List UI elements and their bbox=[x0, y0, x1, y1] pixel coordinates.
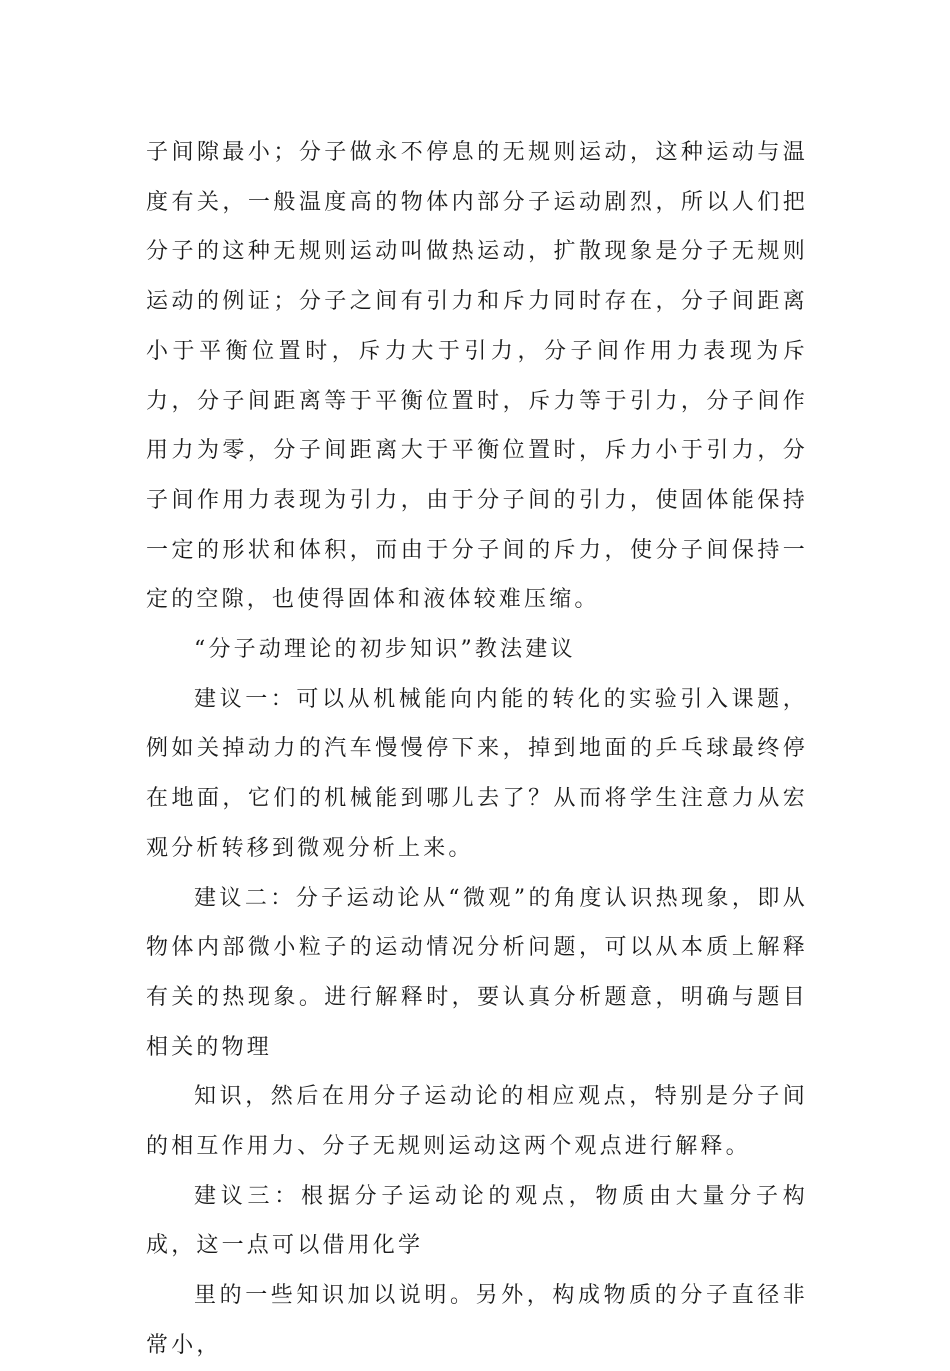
paragraph-suggestion-1: 建议一：可以从机械能向内能的转化的实验引入课题，例如关掉动力的汽车慢慢停下来，掉到地面的乒乓球最终停在地面，它们的机械能到哪儿去了？从而将学生注意力从宏观分析转移到微观分析上来。 bbox=[146, 686, 808, 861]
paragraph-suggestion-3-continued: 里的一些知识加以说明。另外，构成物质的分子直径非常小， bbox=[146, 1283, 808, 1358]
paragraph-suggestion-3: 建议三：根据分子运动论的观点，物质由大量分子构成，这一点可以借用化学 bbox=[146, 1183, 808, 1259]
paragraph-suggestion-2: 建议二：分子运动论从“微观”的角度认识热现象，即从物体内部微小粒子的运动情况分析问题，可以从本质上解释有关的热现象。进行解释时，要认真分析题意，明确与题目相关的物理 bbox=[146, 885, 808, 1060]
paragraph-continuation: 子间隙最小；分子做永不停息的无规则运动，这种运动与温度有关，一般温度高的物体内部分子运动剧烈，所以人们把分子的这种无规则运动叫做热运动，扩散现象是分子无规则运动的例证；分子之间有引力和斥力同时存在，分子间距离小于平衡位置时，斥力大于引力，分子间作用力表现为斥力，分子间距离等于平衡位置时，斥力等于引力，分子间作用力为零，分子间距离大于平衡位置时，斥力小于引力，分子间作用力表现为引力，由于分子间的引力，使固体能保持一定的形状和体积，而由于分子间的斥力，使分子间保持一定的空隙，也使得固体和液体较难压缩。 bbox=[146, 140, 808, 613]
paragraph-suggestion-2-continued: 知识，然后在用分子运动论的相应观点，特别是分子间的相互作用力、分子无规则运动这两个观点进行解释。 bbox=[146, 1084, 808, 1160]
section-heading: “分子动理论的初步知识”教法建议 bbox=[194, 637, 576, 663]
body-text bbox=[146, 128, 808, 1371]
